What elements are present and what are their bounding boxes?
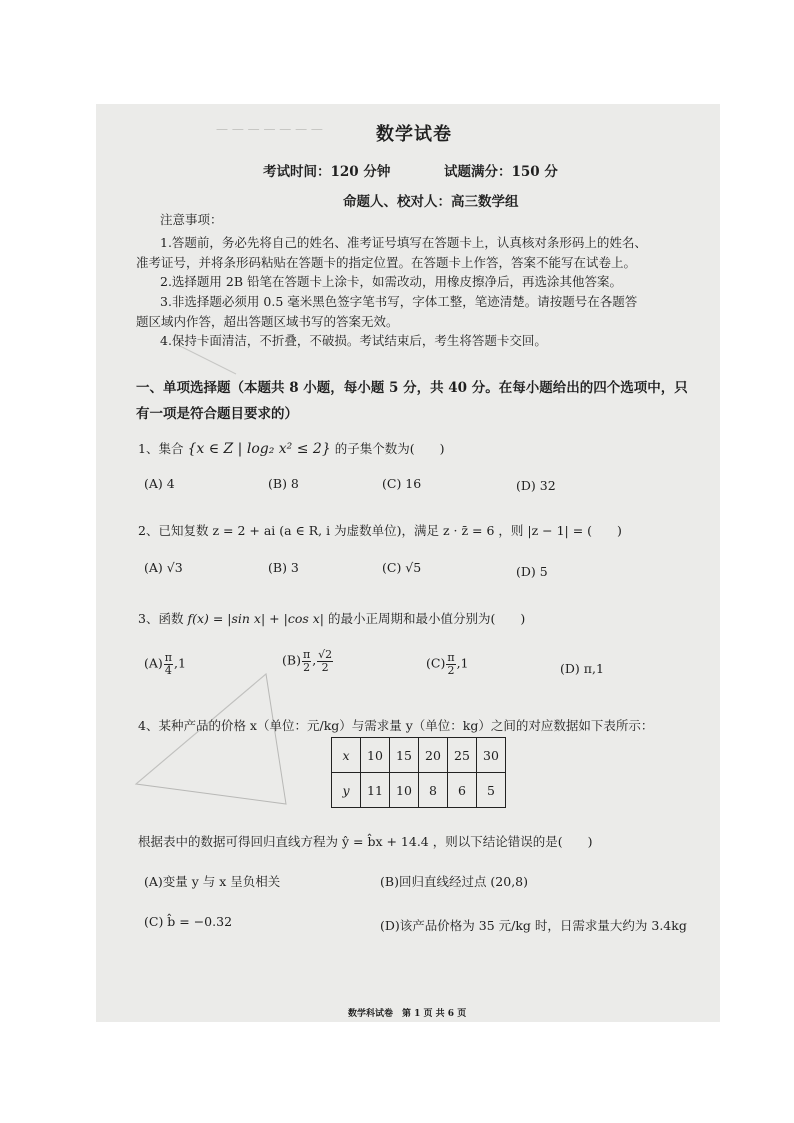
q2-option-b: (B) 3 (268, 560, 299, 575)
q3-expr: f(x) = |sin x| + |cos x| (187, 611, 325, 626)
table-cell: 6 (448, 773, 477, 808)
q3-option-a: (A) $\frac{\pi}{4}$ ,1 (144, 651, 186, 677)
q2-option-d: (D) 5 (516, 564, 548, 579)
page-footer: 数学科试卷 第 1 页 共 6 页 (348, 1009, 467, 1019)
table-cell: 11 (361, 773, 390, 808)
table-header-x: x (332, 738, 361, 773)
q4-option-b: (B)回归直线经过点 (20,8) (380, 874, 528, 889)
table-row-y (332, 773, 506, 808)
q1-option-b: (B) 8 (268, 476, 299, 491)
table-cell: 25 (448, 738, 477, 773)
notes-line-3: 2.选择题用 2B 铅笔在答题卡上涂卡，如需改动，用橡皮擦净后，再选涂其他答案。 (160, 274, 623, 289)
q4-option-a: (A)变量 y 与 x 呈负相关 (144, 874, 281, 889)
table-cell: 8 (419, 773, 448, 808)
q1-set: {x ∈ Z | log₂ x² ≤ 2} (187, 441, 331, 457)
notes-line-2: 准考证号，并将条形码粘贴在答题卡的指定位置。在答题卡上作答，答案不能写在试卷上。 (136, 255, 637, 270)
table-header-y: y (332, 773, 361, 808)
exam-score: 试题满分：150 分 (444, 164, 558, 180)
question-2-stem (138, 521, 622, 539)
q3-option-b: (B) $\frac{\pi}{2}$ , $\frac{√2}{2}$ (282, 648, 333, 674)
question-4-followup: 根据表中的数据可得回归直线方程为 ŷ = b̂x + 14.4 ，则以下结论错误的是( ) (138, 834, 593, 849)
table-cell: 10 (361, 738, 390, 773)
q4-option-d: (D)该产品价格为 35 元/kg 时，日需求量大约为 3.4kg (380, 918, 687, 933)
notes-line-6: 4.保持卡面清洁，不折叠，不破损。考试结束后，考生将答题卡交回。 (160, 333, 547, 348)
notes-heading: 注意事项： (160, 212, 223, 227)
q4-option-c: (C) b̂ = −0.32 (144, 914, 233, 929)
exam-time: 考试时间：120 分钟 (263, 164, 391, 180)
q3-a-fraction: $\frac{\pi}{4}$ (164, 651, 173, 677)
q3-c-fraction: $\frac{\pi}{2}$ (447, 651, 455, 677)
section-heading-line-2: 有一项是符合题目要求的） (136, 406, 298, 422)
q1-suffix: 的子集个数为( ) (334, 441, 445, 456)
q1-prefix: 1、集合 (138, 441, 184, 456)
q1-option-a: (A) 4 (144, 476, 175, 491)
table-cell: 15 (390, 738, 419, 773)
q3-prefix: 3、函数 (138, 611, 184, 626)
q3-option-d: (D) π,1 (560, 661, 604, 676)
q1-option-d: (D) 32 (516, 478, 556, 493)
exam-title: 数学试卷 (376, 124, 452, 145)
table-cell: 10 (390, 773, 419, 808)
table-cell: 5 (477, 773, 506, 808)
q1-option-c: (C) 16 (382, 476, 422, 491)
q3-option-c: (C) $\frac{\pi}{2}$ ,1 (426, 651, 469, 677)
table-row-x (332, 738, 506, 773)
question-1-stem (138, 439, 444, 457)
exam-sheet (96, 104, 720, 1022)
q2-option-a: (A) √3 (144, 560, 183, 575)
section-heading-line-1: 一、单项选择题（本题共 8 小题，每小题 5 分，共 40 分。在每小题给出的四个选项中，只 (136, 380, 688, 396)
table-cell: 20 (419, 738, 448, 773)
exam-authors: 命题人、校对人：高三数学组 (343, 194, 519, 210)
question-4-stem: 4、某种产品的价格 x（单位：元/kg）与需求量 y（单位：kg）之间的对应数据如下表所示： (138, 718, 654, 733)
question-3-stem (138, 609, 525, 627)
q3-b-fraction-2: $\frac{√2}{2}$ (318, 648, 333, 674)
notes-line-1: 1.答题前，务必先将自己的姓名、准考证号填写在答题卡上，认真核对条形码上的姓名、 (160, 235, 647, 250)
q2-option-c: (C) √5 (382, 560, 422, 575)
notes-line-5: 题区域内作答，超出答题区域书写的答案无效。 (136, 314, 399, 329)
q3-b-fraction-1: $\frac{\pi}{2}$ (302, 648, 311, 674)
notes-line-4: 3.非选择题必须用 0.5 毫米黑色签字笔书写，字体工整，笔迹清楚。请按题号在各题答 (160, 294, 638, 309)
bleed-through-text: — — — — — — — (216, 122, 323, 136)
q3-suffix: 的最小正周期和最小值分别为( ) (328, 611, 526, 626)
table-cell: 30 (477, 738, 506, 773)
q2-prefix: 2、已知复数 (138, 523, 209, 538)
q2-expr: z = 2 + ai (a ∈ R, i 为虚数单位)，满足 z · z̄ = 6 ，则 |z − 1| = ( ) (212, 523, 622, 538)
price-demand-table (331, 737, 506, 808)
